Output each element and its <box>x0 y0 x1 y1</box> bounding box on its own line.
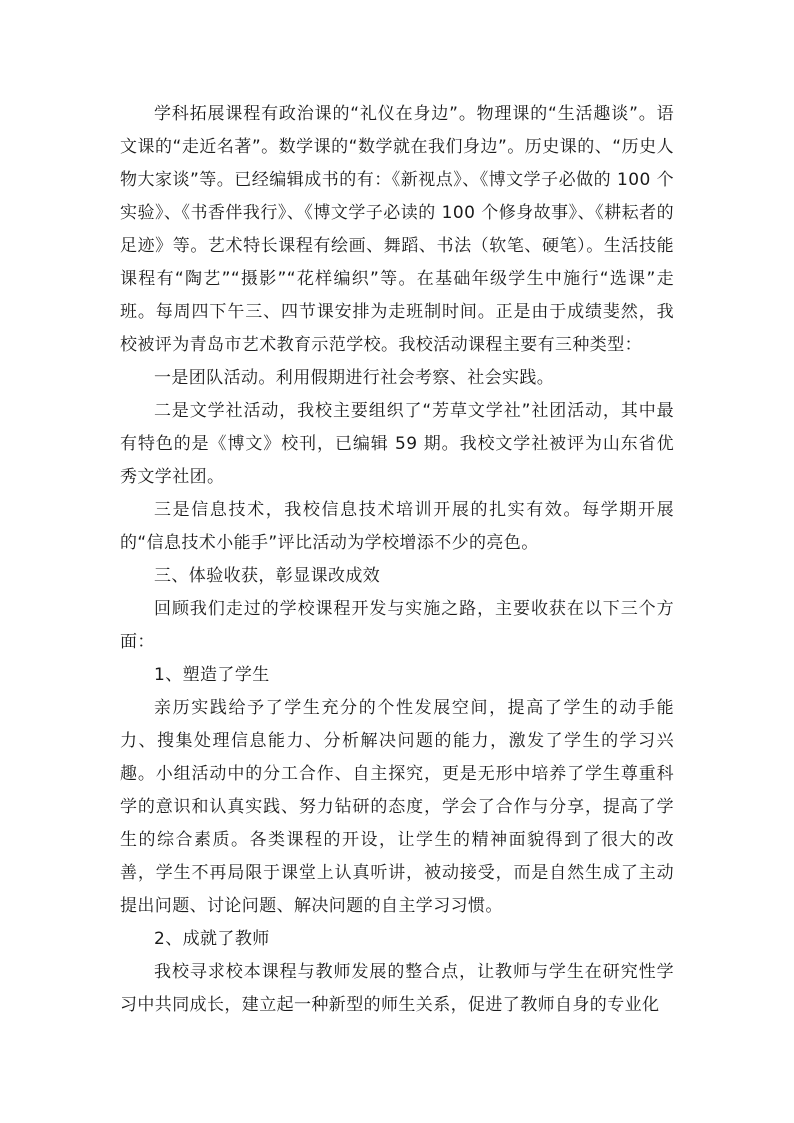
subheading-shaping-students: 1、塑造了学生 <box>154 665 270 685</box>
paragraph-literary-society: 二是文学社活动，我校主要组织了“芳草文学社”社团活动，其中最有特色的是《博文》校刊，已编辑 59 期。我校文学社被评为山东省优秀文学社团。 <box>120 401 674 487</box>
subheading-teacher-achievement: 2、成就了教师 <box>154 929 270 949</box>
paragraph-team-activity: 一是团队活动。利用假期进行社会考察、社会实践。 <box>154 368 555 388</box>
paragraph-teacher-development: 我校寻求校本课程与教师发展的整合点，让教师与学生在研究性学习中共同成长，建立起一种新型的师生关系，促进了教师自身的专业化 <box>120 962 674 1015</box>
paragraph-information-technology: 三是信息技术，我校信息技术培训开展的扎实有效。每学期开展的“信息技术小能手”评比活动为学校增添不少的亮色。 <box>120 500 674 553</box>
section-heading-harvest: 三、体验收获，彰显课改成效 <box>154 566 381 586</box>
paragraph-review-intro: 回顾我们走过的学校课程开发与实施之路，主要收获在以下三个方面： <box>120 599 674 652</box>
document-page <box>120 98 674 1022</box>
paragraph-student-development: 亲历实践给予了学生充分的个性发展空间，提高了学生的动手能力、搜集处理信息能力、分析解决问题的能力，激发了学生的学习兴趣。小组活动中的分工合作、自主探究，更是无形中培养了学生尊重科学的意识和认真实践、努力钻研的态度，学会了合作与分享，提高了学生的综合素质。各类课程的开设，让学生的精神面貌得到了很大的改善，学生不再局限于课堂上认真听讲，被动接受，而是自然生成了主动提出问题、讨论问题、解决问题的自主学习习惯。 <box>120 698 674 916</box>
paragraph-extension-courses: 学科拓展课程有政治课的“礼仪在身边”。物理课的“生活趣谈”。语文课的“走近名著”。数学课的“数学就在我们身边”。历史课的、“历史人物大家谈”等。已经编辑成书的有：《新视点》、《博文学子必做的 100 个实验》、《书香伴我行》、《博文学子必读的 100 个修身故事》、《耕耘者的足迹》等。艺术特长课程有绘画、舞蹈、书法（软笔、硬笔）。生活技能课程有“陶艺”“摄影”“花样编织”等。在基础年级学生中施行“选课”走班。每周四下午三、四节课安排为走班制时间。正是由于成绩斐然，我校被评为青岛市艺术教育示范学校。我校活动课程主要有三种类型： <box>120 104 674 355</box>
